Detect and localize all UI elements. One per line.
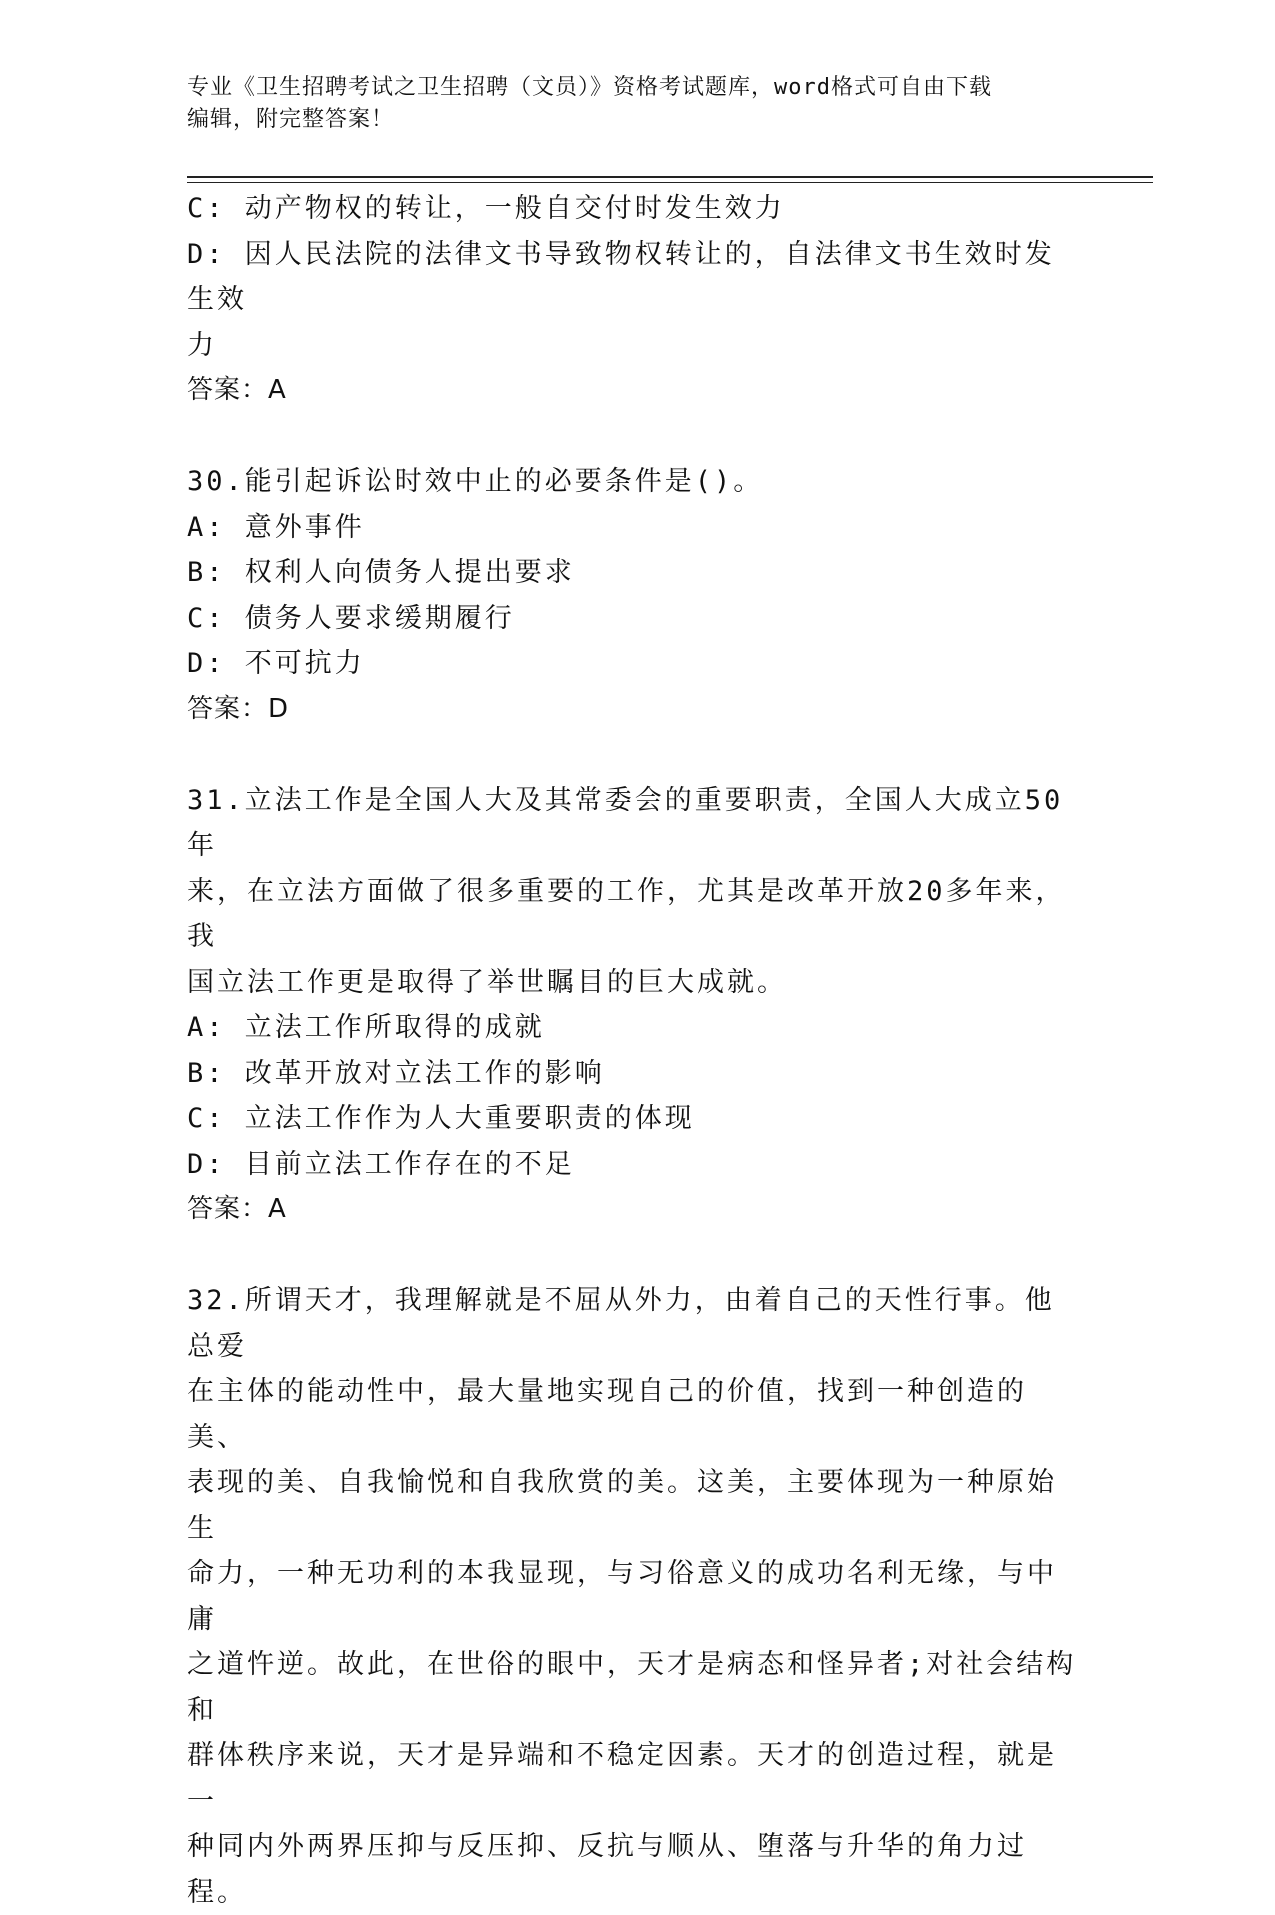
question-text: 国立法工作更是取得了举世瞩目的巨大成就。	[187, 966, 787, 998]
question-text: 之道忤逆。故此，在世俗的眼中，天才是病态和怪异者;对社会结构和	[187, 1649, 1077, 1726]
option-b: B: 权利人向债务人提出要求	[187, 557, 575, 588]
question-text: 在主体的能动性中，最大量地实现自己的价值，找到一种创造的美、	[187, 1376, 1027, 1453]
answer: 答案：D	[187, 693, 290, 724]
question-text: 31.立法工作是全国人大及其常委会的重要职责，全国人大成立50年	[187, 784, 1064, 861]
question-text: 来，在立法方面做了很多重要的工作，尤其是改革开放20多年来，我	[187, 875, 1066, 952]
document-body	[187, 186, 1077, 1915]
spacer	[187, 414, 1077, 460]
header-rule-thick	[187, 176, 1153, 178]
spacer	[187, 1233, 1077, 1279]
question-text: 表现的美、自我愉悦和自我欣赏的美。这美，主要体现为一种原始生	[187, 1467, 1057, 1544]
question-text: 种同内外两界压抑与反压抑、反抗与顺从、堕落与升华的角力过程。	[187, 1831, 1027, 1908]
option-d: D: 不可抗力	[187, 648, 365, 679]
header-line-2: 编辑，附完整答案！	[187, 107, 395, 132]
option-d: D: 目前立法工作存在的不足	[187, 1148, 575, 1180]
question-30	[187, 459, 1077, 732]
option-b: B: 改革开放对立法工作的影响	[187, 1057, 605, 1089]
question-text: 30.能引起诉讼时效中止的必要条件是()。	[187, 466, 764, 497]
page-header	[187, 72, 1067, 136]
answer: 答案：A	[187, 375, 287, 405]
question-31	[187, 778, 1077, 1233]
option-d: D: 因人民法院的法律文书导致物权转让的，自法律文书生效时发生效	[187, 238, 1055, 315]
question-32	[187, 1278, 1077, 1915]
option-a: A: 意外事件	[187, 511, 365, 543]
question-text: 群体秩序来说，天才是异端和不稳定因素。天才的创造过程，就是一	[187, 1740, 1057, 1817]
header-line-1: 专业《卫生招聘考试之卫生招聘（文员）》资格考试题库，word格式可自由下载	[187, 75, 992, 100]
answer: 答案：A	[187, 1194, 287, 1224]
spacer	[187, 732, 1077, 778]
question-29-remainder	[187, 186, 1077, 414]
option-a: A: 立法工作所取得的成就	[187, 1012, 545, 1043]
option-c: C: 立法工作作为人大重要职责的体现	[187, 1103, 695, 1134]
option-c: C: 动产物权的转让，一般自交付时发生效力	[187, 193, 785, 224]
option-c: C: 债务人要求缓期履行	[187, 602, 515, 634]
option-d-continued: 力	[187, 329, 217, 361]
question-text: 32.所谓天才，我理解就是不屈从外力，由着自己的天性行事。他总爱	[187, 1285, 1055, 1362]
header-rule-thin	[187, 182, 1153, 183]
question-text: 命力，一种无功利的本我显现，与习俗意义的成功名利无缘，与中庸	[187, 1558, 1057, 1635]
